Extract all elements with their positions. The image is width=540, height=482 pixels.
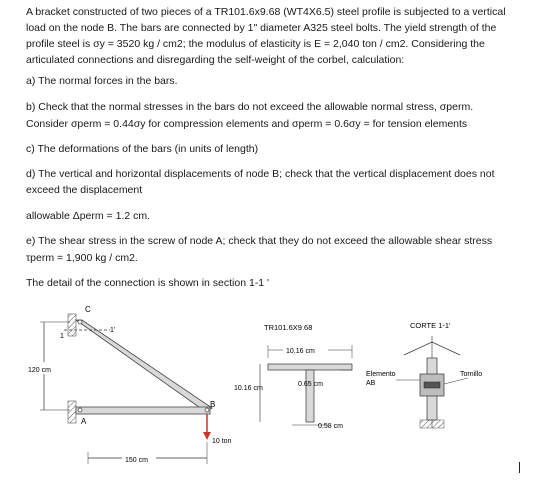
load-arrow-head	[203, 432, 211, 440]
label-element-2: AB	[366, 380, 376, 387]
label-node-c: C	[85, 305, 91, 314]
label-web-thickness: 0.58 cm	[318, 423, 343, 430]
wall-support-top	[68, 314, 76, 336]
item-d: d) The vertical and horizontal displacements of node B; check that the vertical displacement does not exceed the displacement	[26, 168, 495, 196]
item-b-line1: b) Check that the normal stresses in the bars do not exceed the allowable normal stress, σperm.	[26, 101, 474, 113]
label-load: 10 ton	[212, 438, 232, 445]
node-c-joint	[78, 320, 82, 324]
text-cursor	[519, 462, 520, 473]
bar-cb	[76, 320, 212, 412]
label-profile-name: TR101.6X9.68	[264, 323, 313, 332]
problem-intro: A bracket constructed of two pieces of a TR101.6x9.68 (WT4X6.5) steel profile is subjected to a vertical load on the node B. The bars are connected by 1" diameter A325 steel bolts. The yield strength of the profile steel is σy = 3520 kg / cm2; the modulus of elasticity is E = 2,040 ton / cm2. Considering the articulated connections and disregarding the self-weight of the corbel, calculation:	[26, 6, 506, 66]
label-width: 150 cm	[125, 457, 148, 464]
detail-base	[420, 420, 444, 428]
label-height: 120 cm	[28, 367, 51, 374]
label-depth: 10.16 cm	[234, 385, 263, 392]
item-a: a) The normal forces in the bars.	[26, 75, 178, 87]
bolt-leader	[444, 378, 468, 384]
bar-ab	[76, 407, 210, 414]
wall-support-bottom	[68, 401, 76, 423]
label-flange-width: 10.16 cm	[286, 348, 315, 355]
connection-detail-note: The detail of the connection is shown in section 1-1 '	[26, 277, 270, 289]
label-bolt: Tornillo	[460, 371, 483, 378]
label-element-1: Elemento	[366, 371, 396, 378]
item-e-line2: τperm = 1,900 kg / cm2.	[26, 252, 138, 264]
item-e-line1: e) The shear stress in the screw of node A; check that they do not exceed the allowable shear stress	[26, 235, 493, 247]
node-b-joint	[205, 408, 209, 412]
label-node-b: B	[210, 400, 216, 409]
label-flange-thickness: 0.65 cm	[298, 381, 323, 388]
label-section-mark-1p: 1'	[110, 327, 116, 334]
bracket-figure	[0, 300, 540, 477]
detail-bolt	[424, 382, 440, 388]
item-b-line2: Consider σperm = 0.44σy for compression elements and σperm = 0.6σy = for tension elements	[26, 118, 468, 130]
t-section-flange	[268, 364, 352, 370]
item-c: c) The deformations of the bars (in units of length)	[26, 143, 259, 155]
node-a-joint	[78, 408, 82, 412]
label-section-title: CORTE 1-1'	[410, 321, 451, 330]
t-section-web	[306, 370, 314, 422]
label-section-mark-1: 1	[60, 333, 64, 340]
label-node-a: A	[81, 417, 87, 426]
bracket-drawing	[0, 300, 540, 477]
allowable-displacement: allowable Δperm = 1.2 cm.	[26, 210, 151, 222]
